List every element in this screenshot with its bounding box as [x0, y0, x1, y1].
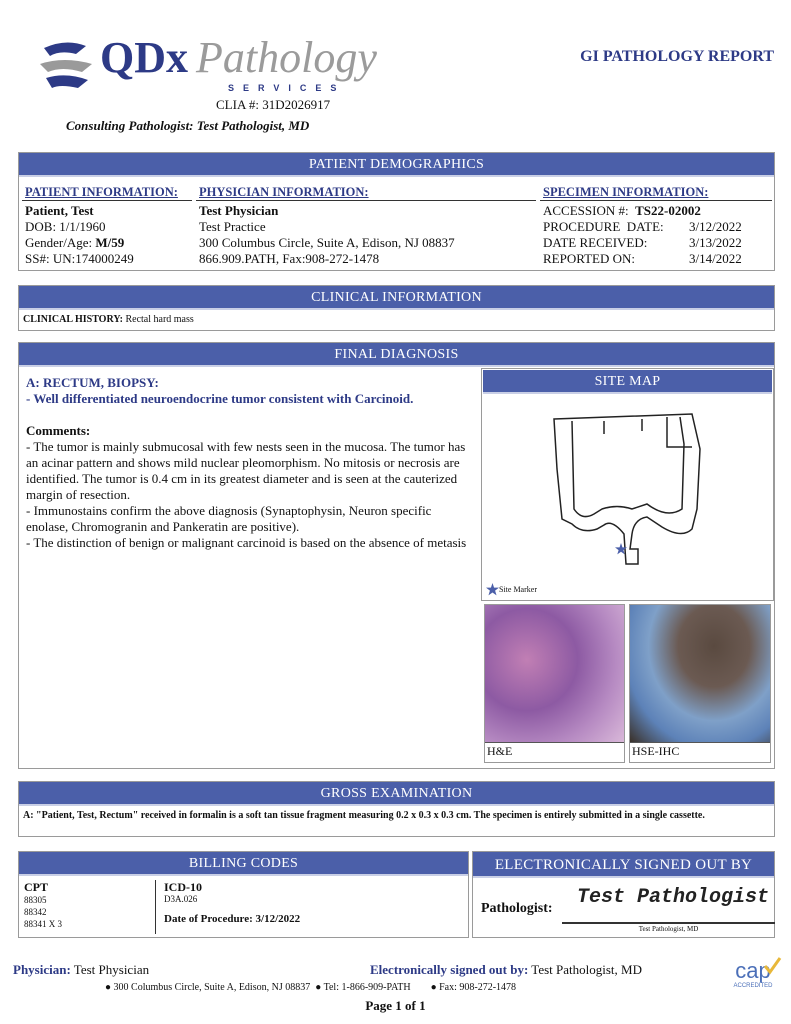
diagnosis-text [26, 375, 472, 551]
icd-code: D3A.026 [164, 894, 198, 904]
gross-text: A: "Patient, Test, Rectum" received in formalin is a soft tan tissue fragment measuring 0.2 x 0.3 x 0.3 cm. The specimen is entirely submitted in a single cassette. [23, 810, 705, 821]
label: REPORTED ON: [543, 251, 636, 266]
logo-secondary-text: Pathology [196, 33, 377, 82]
logo-main-text: QDx [100, 33, 188, 82]
label: ACCESSION #: [543, 203, 629, 218]
report-title: GI PATHOLOGY REPORT [580, 48, 774, 65]
physician-practice: Test Practice [199, 219, 266, 234]
final-diagnosis-section [18, 342, 775, 769]
specimen-info-heading: SPECIMEN INFORMATION: [540, 183, 772, 201]
cap-sub: ACCREDITED [733, 983, 773, 989]
diagnosis-statement: - Well differentiated neuroendocrine tumor consistent with Carcinoid. [26, 391, 414, 406]
comment: - The tumor is mainly submucosal with few nests seen in the mucosa. The tumor has an acinar pattern and shows mild nuclear pleomorphism. No mitosis or necrosis are identified. The tumor is 0.4 cm in its greatest diameter and is seen at the cauterized margin of resection. [26, 439, 466, 502]
pathologist-label: Pathologist: [481, 901, 553, 916]
cpt-code: 88305 [24, 895, 47, 905]
physician-name: Test Physician [199, 203, 279, 218]
section-header: PATIENT DEMOGRAPHICS [19, 153, 774, 177]
diagnosis-site: A: RECTUM, BIOPSY: [26, 375, 159, 390]
histology-image [630, 605, 770, 742]
patient-name: Patient, Test [25, 203, 94, 218]
specimen-row [540, 235, 772, 251]
accession-number: TS22-02002 [635, 203, 701, 218]
cap-logo [724, 960, 782, 990]
patient-dob: DOB: 1/1/1960 [25, 219, 106, 234]
section-header: ELECTRONICALLY SIGNED OUT BY [473, 852, 774, 878]
address: 300 Columbus Circle, Suite A, Edison, NJ 08837 [113, 982, 311, 993]
page-number: Page 1 of 1 [365, 998, 426, 1013]
site-map-header: SITE MAP [483, 370, 772, 394]
footer-signed [370, 962, 642, 978]
icd-codes [155, 880, 300, 934]
procedure-date: Date of Procedure: 3/12/2022 [164, 913, 301, 925]
image-label: HSE-IHC [630, 742, 770, 760]
label: Electronically signed out by: [370, 962, 529, 977]
cpt-codes [24, 880, 62, 930]
accession [540, 201, 772, 219]
patient-ss: SS#: UN:174000249 [25, 251, 134, 266]
value: 3/14/2022 [689, 251, 742, 266]
logo-helix-icon [36, 38, 98, 90]
section-header: CLINICAL INFORMATION [19, 286, 774, 310]
cpt-code: 88342 [24, 907, 47, 917]
ihc-image [629, 604, 771, 763]
histology-image [485, 605, 624, 742]
colon-diagram [542, 409, 712, 569]
value: M/59 [95, 235, 125, 250]
check-icon [762, 956, 782, 976]
site-marker-star-icon [615, 543, 627, 555]
logo-sub-text: SERVICES [228, 83, 346, 93]
legend-label: Site Marker [499, 585, 537, 594]
specimen-row [540, 219, 772, 235]
specimen-row [540, 251, 772, 267]
image-label: H&E [485, 742, 624, 760]
clinical-history [19, 310, 774, 329]
site-map [481, 368, 774, 601]
he-image [484, 604, 625, 763]
comments-label: Comments: [26, 423, 91, 438]
patient-gender-age [22, 235, 192, 251]
label: PROCEDURE DATE: [543, 219, 664, 234]
patient-info-heading: PATIENT INFORMATION: [22, 183, 192, 201]
value: Test Physician [70, 962, 150, 977]
fax: Fax: 908-272-1478 [439, 982, 517, 993]
value: 3/12/2022 [689, 219, 742, 234]
icd-label: ICD-10 [164, 880, 202, 894]
section-header: GROSS EXAMINATION [19, 782, 774, 806]
logo [36, 33, 377, 96]
specimen-information [540, 183, 772, 267]
tel: Tel: 1-866-909-PATH [323, 982, 411, 993]
section-header: BILLING CODES [19, 852, 468, 876]
label: Gender/Age: [25, 235, 96, 250]
physician-address: 300 Columbus Circle, Suite A, Edison, NJ 08837 [199, 235, 455, 250]
cpt-code: 88341 X 3 [24, 919, 62, 929]
signature: Test Pathologist [577, 886, 770, 909]
physician-information [196, 183, 536, 267]
footer-physician [13, 962, 149, 978]
section-header: FINAL DIAGNOSIS [19, 343, 774, 367]
value: Rectal hard mass [122, 314, 194, 325]
comment: - The distinction of benign or malignant carcinoid is based on the absence of metasis [26, 535, 467, 550]
cap-text: cap [735, 958, 771, 983]
gross-examination-section [18, 781, 775, 837]
patient-information [22, 183, 192, 267]
cpt-label: CPT [24, 880, 48, 894]
pathologist-name: Test Pathologist, MD [638, 925, 699, 933]
star-icon [486, 583, 499, 596]
label: Physician: [13, 962, 71, 977]
billing-codes-section [18, 851, 469, 938]
value: Test Pathologist, MD [528, 962, 642, 977]
physician-info-heading: PHYSICIAN INFORMATION: [196, 183, 536, 201]
label: CLINICAL HISTORY: [23, 314, 123, 325]
label: DATE RECEIVED: [543, 235, 648, 250]
comment: - Immunostains confirm the above diagnosis (Synaptophysin, Neuron specific enolase, Chromogranin and Pankeratin are positive). [26, 503, 432, 534]
value: 3/13/2022 [689, 235, 742, 250]
signout-section [472, 851, 775, 938]
site-map-legend [486, 583, 537, 596]
consulting-pathologist: Consulting Pathologist: Test Pathologist, MD [66, 118, 310, 133]
clia-number: CLIA #: 31D2026917 [216, 97, 331, 112]
physician-phone: 866.909.PATH, Fax:908-272-1478 [199, 251, 380, 266]
footer-contact: ● 300 Columbus Circle, Suite A, Edison, NJ 08837 ● Tel: 1-866-909-PATH ● Fax: 908-272-1478 [105, 982, 517, 993]
clinical-information-section [18, 285, 775, 331]
patient-demographics-section [18, 152, 775, 271]
